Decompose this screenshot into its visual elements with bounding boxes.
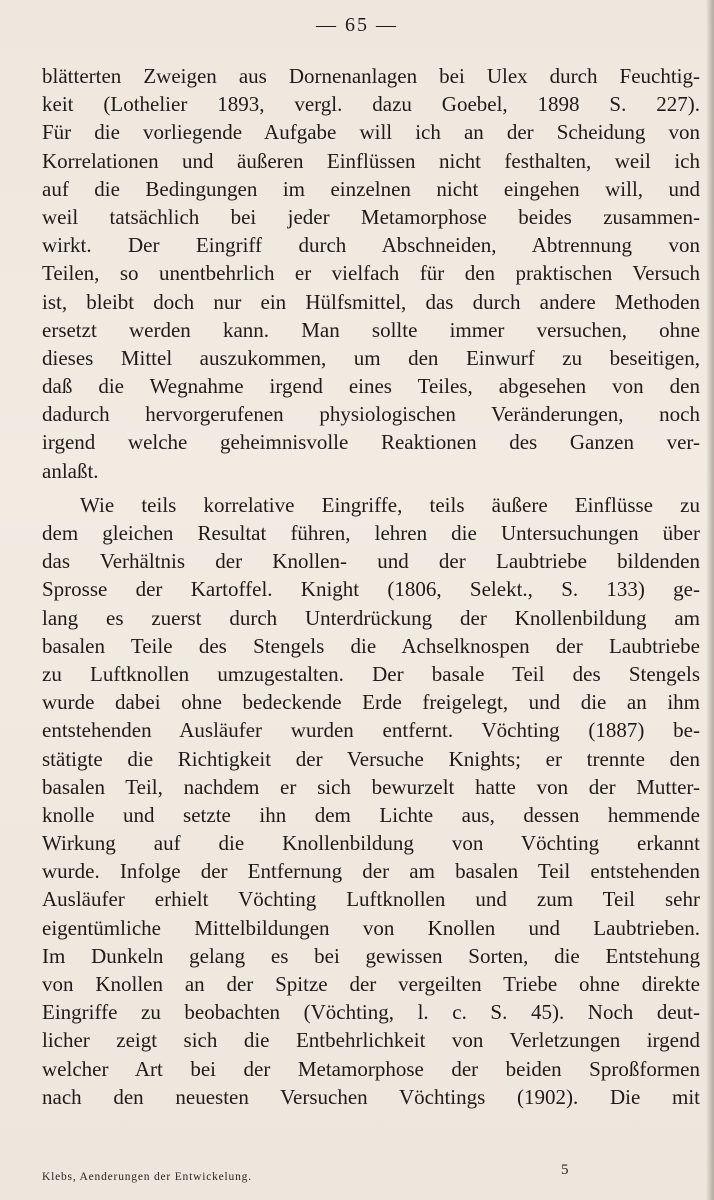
text-line: von Knollen an der Spitze der vergeilten Triebe ohne direkte: [42, 972, 700, 996]
page-number: — 65 —: [316, 14, 398, 36]
text-line: Für die vorliegende Aufgabe will ich an der Scheidung von: [42, 120, 700, 145]
paragraph-2: [42, 491, 700, 1111]
text-line: wurde dabei ohne bedeckende Erde freigelegt, und die an ihm: [42, 690, 700, 715]
text-line: knolle und setzte ihn dem Lichte aus, dessen hemmende: [42, 802, 700, 827]
text-line: weil tatsächlich bei jeder Metamorphose beides zusammen-: [42, 204, 700, 229]
text-line: dem gleichen Resultat führen, lehren die Untersuchungen über: [42, 521, 700, 545]
text-line: ersetzt werden kann. Man sollte immer versuchen, ohne: [42, 317, 700, 342]
text-line: auf die Bedingungen im einzelnen nicht eingehen will, und: [42, 176, 700, 201]
text-line: wirkt. Der Eingriff durch Abschneiden, Abtrennung von: [42, 233, 700, 258]
text-line: welcher Art bei der Metamorphose der beiden Sproßformen: [42, 1056, 700, 1081]
paragraph-1: [42, 62, 700, 485]
text-line: dadurch hervorgerufenen physiologischen Veränderungen, noch: [42, 402, 700, 427]
text-line: eigentümliche Mittelbildungen von Knollen und Laubtrieben.: [42, 915, 700, 940]
text-line: Korrelationen und äußeren Einflüssen nicht festhalten, weil ich: [42, 148, 700, 173]
signature-mark: 5: [561, 1162, 569, 1178]
text-line: wurde. Infolge der Entfernung der am basalen Teil entstehenden: [42, 859, 700, 884]
text-line: Eingriffe zu beobachten (Vöchting, l. c. S. 45). Noch deut-: [42, 1000, 700, 1025]
text-line: nach den neuesten Versuchen Vöchtings (1902). Die mit: [42, 1084, 700, 1109]
text-line: Sprosse der Kartoffel. Knight (1806, Selekt., S. 133) ge-: [42, 577, 700, 602]
text-line: basalen Teile des Stengels die Achselknospen der Laubtriebe: [42, 633, 700, 658]
text-line: ist, bleibt doch nur ein Hülfsmittel, das durch andere Methoden: [42, 289, 700, 314]
text-line: dieses Mittel auszukommen, um den Einwurf zu beseitigen,: [42, 345, 700, 370]
text-line: stätigte die Richtigkeit der Versuche Knights; er trennte den: [42, 746, 700, 771]
text-line: Ausläufer erhielt Vöchting Luftknollen und zum Teil sehr: [42, 887, 700, 912]
text-line: irgend welche geheimnisvolle Reaktionen des Ganzen ver-: [42, 430, 700, 455]
text-line: anlaßt.: [42, 458, 99, 483]
page-edge-shadow: [706, 0, 714, 1200]
text-line: entstehenden Ausläufer wurden entfernt. Vöchting (1887) be-: [42, 718, 700, 743]
text-line: daß die Wegnahme irgend eines Teiles, abgesehen von den: [42, 374, 700, 399]
running-footer-title: Klebs, Aenderungen der Entwickelung.: [42, 1171, 252, 1183]
text-line: basalen Teil, nachdem er sich bewurzelt hatte von der Mutter-: [42, 774, 700, 799]
text-line: Teilen, so unentbehrlich er vielfach für den praktischen Versuch: [42, 261, 700, 286]
text-line: keit (Lothelier 1893, vergl. dazu Goebel, 1898 S. 227).: [42, 92, 700, 117]
text-line: Wie teils korrelative Eingriffe, teils äußere Einflüsse zu: [80, 492, 700, 517]
text-line: Wirkung auf die Knollenbildung von Vöchting erkannt: [42, 831, 700, 856]
body-text: [42, 62, 700, 1111]
text-line: das Verhältnis der Knollen- und der Laubtriebe bildenden: [42, 549, 700, 574]
text-line: lang es zuerst durch Unterdrückung der Knollenbildung am: [42, 605, 700, 630]
text-line: blätterten Zweigen aus Dornenanlagen bei Ulex durch Feuchtig-: [42, 64, 700, 88]
text-line: licher zeigt sich die Entbehrlichkeit von Verletzungen irgend: [42, 1028, 700, 1053]
text-line: Im Dunkeln gelang es bei gewissen Sorten, die Entstehung: [42, 943, 700, 968]
text-line: zu Luftknollen umzugestalten. Der basale Teil des Stengels: [42, 661, 700, 686]
